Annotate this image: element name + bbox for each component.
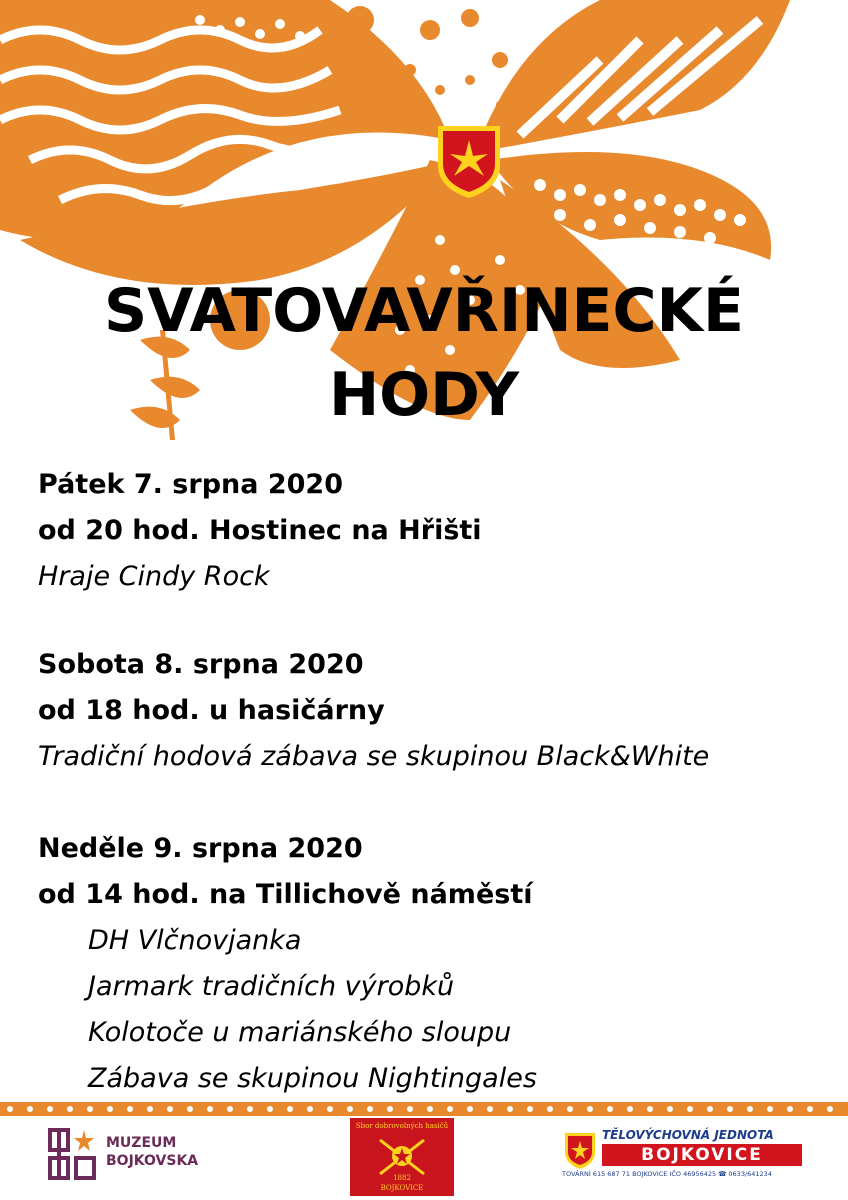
event-date: Neděle 9. srpna 2020 — [38, 833, 363, 864]
hasici-bojkovice-logo — [350, 1118, 454, 1196]
tj-line-2: BOJKOVICE — [602, 1144, 802, 1166]
event-item: Kolotoče u mariánského sloupu — [88, 1017, 512, 1048]
hasici-text: Sbor dobrovolných hasičů — [355, 1122, 449, 1130]
title-line-1: SVATOVAVŘINECKÉ — [103, 276, 745, 346]
event-place: od 14 hod. na Tillichově náměstí — [38, 879, 533, 910]
event-place: od 20 hod. Hostinec na Hřišti — [38, 515, 482, 546]
event-date: Sobota 8. srpna 2020 — [38, 649, 364, 680]
event-item: Jarmark tradičních výrobků — [88, 971, 455, 1002]
hasici-town: BOJKOVICE — [380, 1184, 424, 1192]
event-place: od 18 hod. u hasičárny — [38, 695, 385, 726]
event-sunday — [38, 826, 537, 1102]
title-line-2: HODY — [328, 360, 520, 430]
muzeum-logo-mark-icon — [48, 1128, 98, 1180]
event-saturday — [38, 642, 709, 780]
decorative-border — [0, 1098, 848, 1120]
tj-bojkovice-logo — [562, 1126, 806, 1184]
event-item: Tradiční hodová zábava se skupinou Black&White — [38, 741, 710, 772]
hasici-year: 1882 — [393, 1174, 411, 1182]
muzeum-name — [106, 1134, 198, 1170]
event-item: Zábava se skupinou Nightingales — [88, 1063, 537, 1094]
tj-shield-icon — [564, 1132, 596, 1170]
muzeum-line-2: BOJKOVSKA — [106, 1153, 199, 1169]
event-item: DH Vlčnovjanka — [88, 925, 302, 956]
fire-brigade-emblem-icon — [372, 1134, 432, 1178]
tj-line-1: TĚLOVÝCHOVNÁ JEDNOTA — [602, 1128, 774, 1142]
event-item: Hraje Cindy Rock — [38, 561, 270, 592]
event-friday — [38, 462, 482, 600]
event-date: Pátek 7. srpna 2020 — [38, 469, 344, 500]
muzeum-line-1: MUZEUM — [106, 1135, 177, 1151]
tj-address: TOVÁRNÍ 615 687 71 BOJKOVICE IČO 46956425 ☎ 0633/641234 — [562, 1170, 772, 1178]
muzeum-bojkovska-logo — [48, 1128, 218, 1182]
